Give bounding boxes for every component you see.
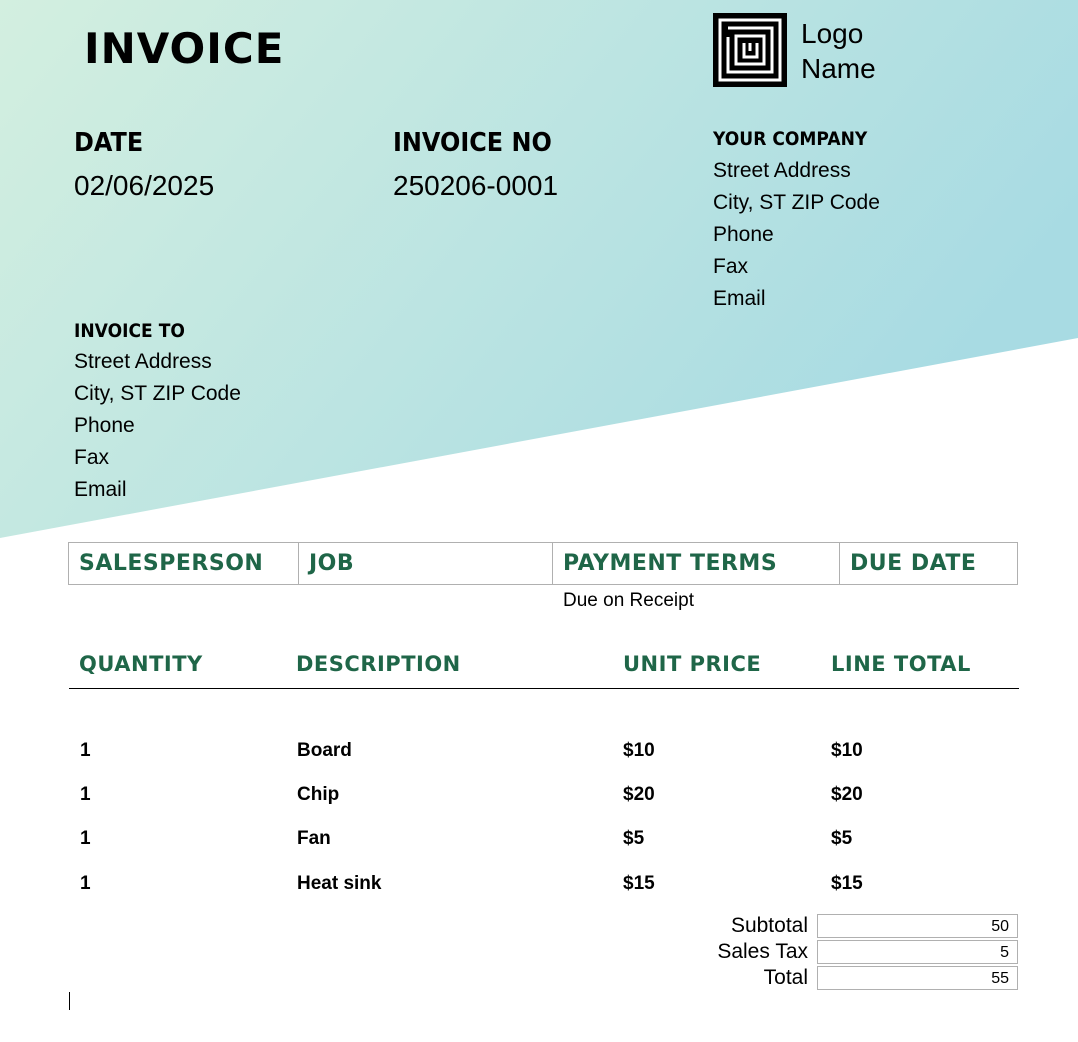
row-quantity[interactable]: 1 xyxy=(80,828,91,849)
logo-line-2: Name xyxy=(801,53,876,84)
total-value[interactable]: 55 xyxy=(817,966,1018,990)
client-street[interactable]: Street Address xyxy=(74,350,212,373)
client-city[interactable]: City, ST ZIP Code xyxy=(74,382,241,405)
sales-tax-value[interactable]: 5 xyxy=(817,940,1018,964)
salesperson-header: SALESPERSON xyxy=(69,543,299,585)
subtotal-value[interactable]: 50 xyxy=(817,914,1018,938)
invoice-title: INVOICE xyxy=(84,24,285,73)
total-label: Total xyxy=(763,966,808,989)
header-divider xyxy=(69,688,1019,689)
row-unit-price[interactable]: $15 xyxy=(623,873,655,894)
row-unit-price[interactable]: $10 xyxy=(623,740,655,761)
row-quantity[interactable]: 1 xyxy=(80,873,91,894)
sales-tax-label: Sales Tax xyxy=(717,940,808,963)
row-unit-price[interactable]: $20 xyxy=(623,784,655,805)
date-value[interactable]: 02/06/2025 xyxy=(74,170,215,201)
text-cursor xyxy=(69,992,70,1010)
row-quantity[interactable]: 1 xyxy=(80,784,91,805)
description-header: DESCRIPTION xyxy=(296,652,461,676)
logo-maze-icon xyxy=(713,13,787,87)
row-quantity[interactable]: 1 xyxy=(80,740,91,761)
row-line-total[interactable]: $10 xyxy=(831,740,863,761)
payment-terms-value[interactable]: Due on Receipt xyxy=(563,590,694,611)
row-description[interactable]: Board xyxy=(297,740,352,761)
company-address xyxy=(713,155,880,315)
date-label: DATE xyxy=(74,128,144,158)
invoice-to-label: INVOICE TO xyxy=(74,320,185,342)
logo-name xyxy=(801,16,876,86)
unit-price-header: UNIT PRICE xyxy=(623,652,762,676)
payment-terms-header: PAYMENT TERMS xyxy=(553,543,840,585)
client-fax[interactable]: Fax xyxy=(74,446,110,469)
logo-line-1: Logo xyxy=(801,18,864,49)
company-label: YOUR COMPANY xyxy=(713,128,868,150)
client-phone[interactable]: Phone xyxy=(74,414,135,437)
row-description[interactable]: Heat sink xyxy=(297,873,382,894)
quantity-header: QUANTITY xyxy=(79,652,203,676)
company-phone[interactable]: Phone xyxy=(713,223,774,246)
client-email[interactable]: Email xyxy=(74,478,127,501)
company-fax[interactable]: Fax xyxy=(713,255,749,278)
company-street[interactable]: Street Address xyxy=(713,159,851,182)
row-line-total[interactable]: $5 xyxy=(831,828,853,849)
row-description[interactable]: Chip xyxy=(297,784,340,805)
subtotal-label: Subtotal xyxy=(730,914,808,937)
company-email[interactable]: Email xyxy=(713,287,766,310)
row-line-total[interactable]: $20 xyxy=(831,784,863,805)
company-city[interactable]: City, ST ZIP Code xyxy=(713,191,880,214)
row-line-total[interactable]: $15 xyxy=(831,873,863,894)
job-header: JOB xyxy=(299,543,553,585)
row-unit-price[interactable]: $5 xyxy=(623,828,645,849)
due-date-header: DUE DATE xyxy=(840,543,1018,585)
invoice-no-value[interactable]: 250206-0001 xyxy=(393,170,559,201)
row-description[interactable]: Fan xyxy=(297,828,331,849)
invoice-to-address xyxy=(74,346,241,506)
invoice-no-label: INVOICE NO xyxy=(393,128,552,158)
info-table xyxy=(68,542,1018,585)
line-total-header: LINE TOTAL xyxy=(831,652,971,676)
